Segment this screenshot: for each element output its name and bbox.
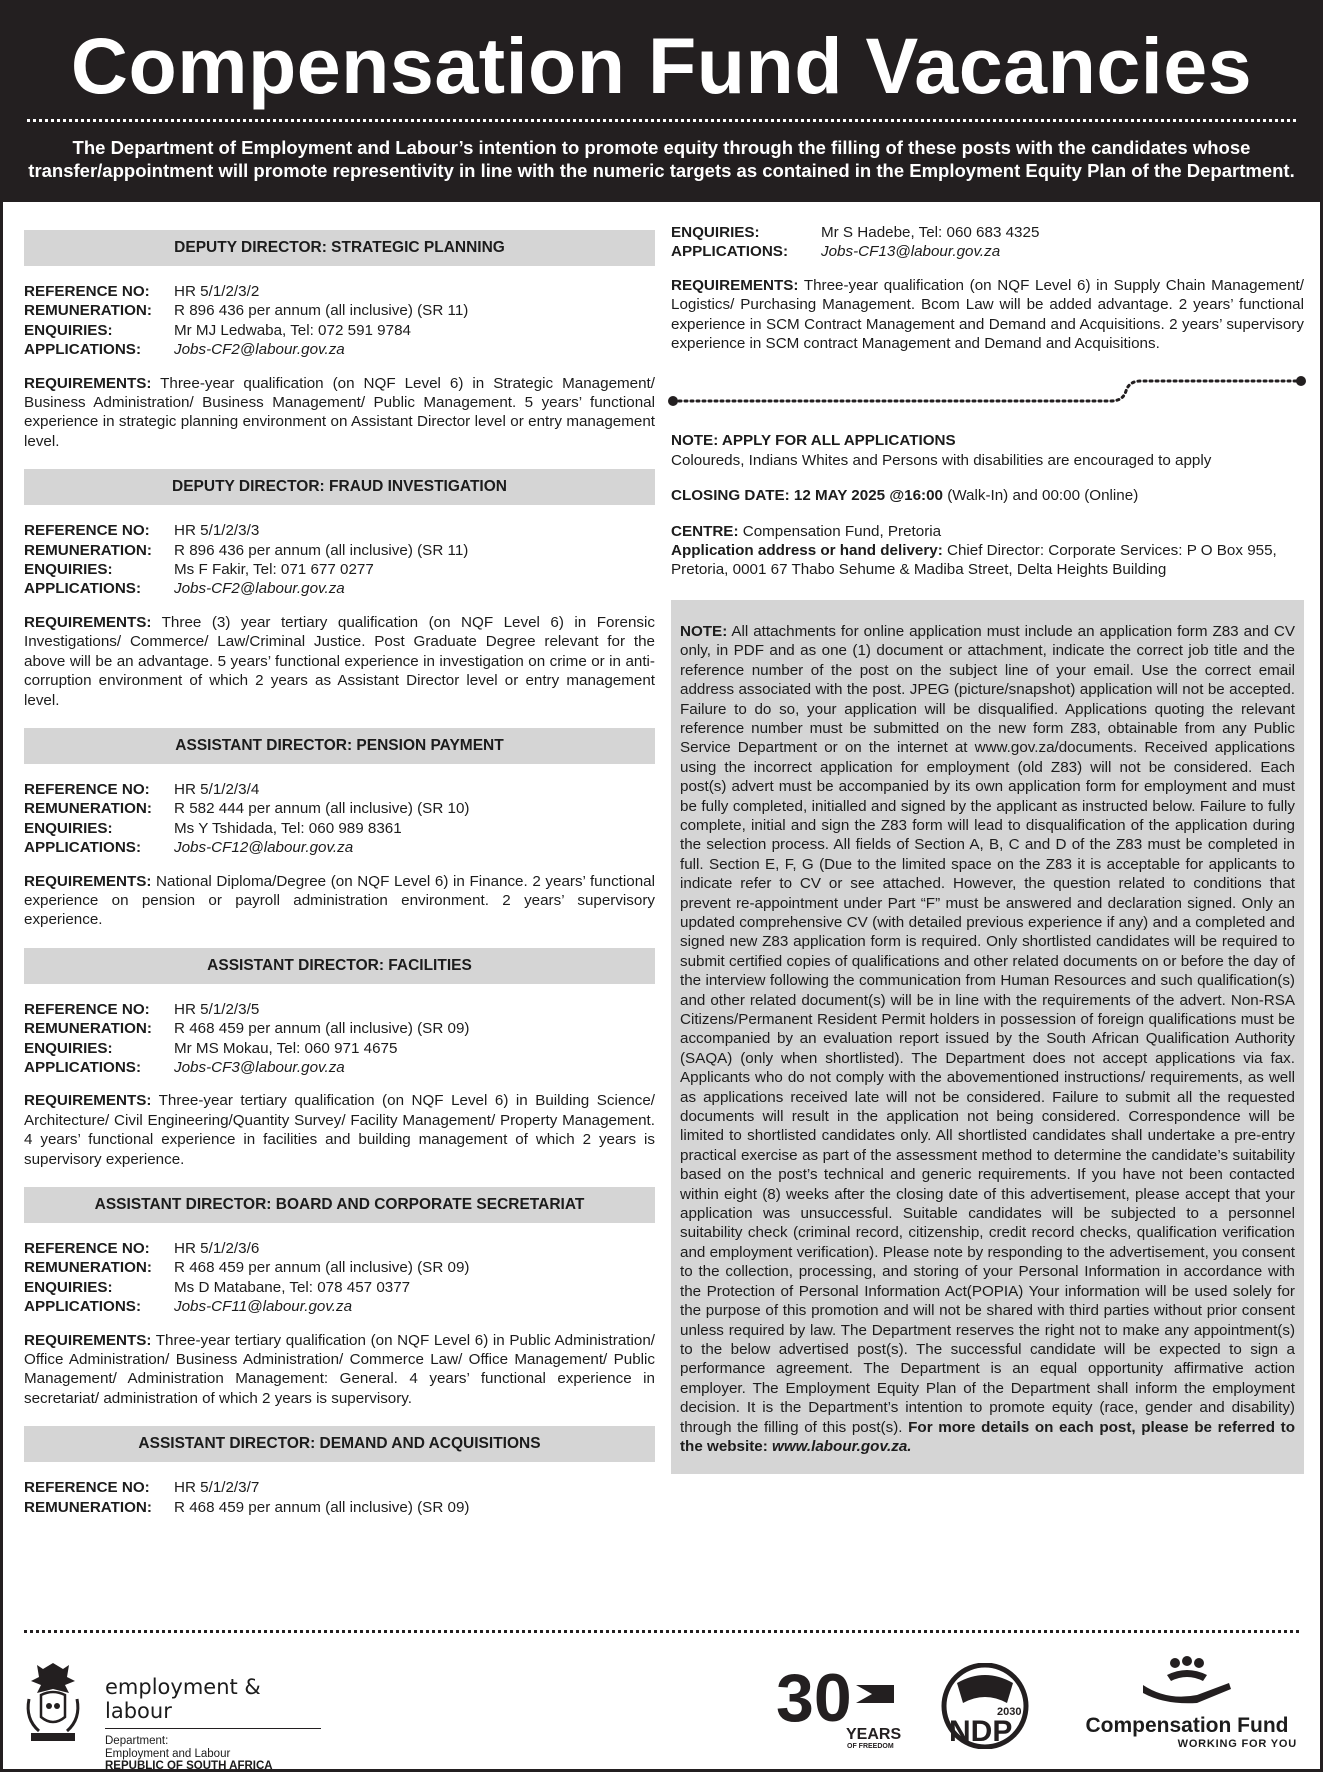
notice-box <box>671 600 1304 1474</box>
closing-date-text: (Walk-In) and 00:00 (Online) <box>942 487 1139 505</box>
requirements <box>24 613 655 710</box>
closing-date <box>671 486 1304 505</box>
reference-value: HR 5/1/2/3/6 <box>174 1240 260 1257</box>
reference-value: HR 5/1/2/3/2 <box>174 283 260 300</box>
header-divider <box>27 119 1296 122</box>
requirements-label: REQUIREMENTS: <box>24 1331 152 1349</box>
right-column <box>671 223 1304 1474</box>
enquiries-value: Ms Y Tshidada, Tel: 060 989 8361 <box>174 819 402 837</box>
post-details <box>24 1478 655 1517</box>
applications-label: APPLICATIONS: <box>24 839 141 857</box>
requirements-text: Three-year qualification (on NQF Level 6) in Supply Chain Management/ Logistics/ Purchasing Management. Bcom Law will be added advantage. 2 years’ functional experience in SCM Contract Management and Demand and Acquisitions. 2 years’ supervisory experience in SCM contract Management and Demand and Acquisitions. <box>671 276 1304 353</box>
coat-of-arms-icon <box>23 1659 83 1747</box>
department-subtitle <box>105 1735 321 1772</box>
post-section <box>24 948 655 1169</box>
connector-line-graphic <box>661 359 1311 417</box>
remuneration-value: R 468 459 per annum (all inclusive) (SR 09) <box>174 1020 470 1038</box>
apply-note-text: Coloureds, Indians Whites and Persons with disabilities are encouraged to apply <box>671 451 1212 469</box>
post-details <box>24 521 655 599</box>
applications-email[interactable]: Jobs-CF11@labour.gov.za <box>174 1298 353 1316</box>
requirements-label: REQUIREMENTS: <box>24 374 152 392</box>
requirements-label: REQUIREMENTS: <box>24 613 152 631</box>
post-section <box>24 1187 655 1408</box>
applications-label: APPLICATIONS: <box>24 1298 141 1316</box>
post-details <box>24 1239 655 1317</box>
years-number: 30 <box>776 1660 852 1736</box>
requirements <box>24 872 655 930</box>
post-title: ASSISTANT DIRECTOR: PENSION PAYMENT <box>24 728 655 764</box>
post-details <box>24 282 655 360</box>
remuneration-label: REMUNERATION: <box>24 1498 152 1516</box>
years-text: YEARS <box>846 1726 902 1743</box>
applications-label: APPLICATIONS: <box>24 1058 141 1076</box>
requirements <box>24 1091 655 1169</box>
reference-label: REFERENCE NO: <box>24 780 150 798</box>
applications-label: APPLICATIONS: <box>671 243 788 261</box>
reference-value: HR 5/1/2/3/5 <box>174 1000 260 1018</box>
post-section <box>24 469 655 710</box>
ndp-2030-logo <box>937 1663 1033 1749</box>
remuneration-value: R 468 459 per annum (all inclusive) (SR 09) <box>174 1498 470 1516</box>
department-name: employment & labour <box>105 1675 321 1729</box>
requirements <box>24 374 655 452</box>
applications-email[interactable]: Jobs-CF2@labour.gov.za <box>174 341 345 359</box>
remuneration-label: REMUNERATION: <box>24 800 152 818</box>
requirements-label: REQUIREMENTS: <box>671 276 799 294</box>
years-subtext: OF FREEDOM <box>847 1743 894 1749</box>
reference-label: REFERENCE NO: <box>24 1000 150 1018</box>
department-logo <box>105 1675 321 1772</box>
compensation-fund-logo <box>1069 1655 1305 1755</box>
requirements-text: Three-year tertiary qualification (on NQF Level 6) in Public Administration/ Office Administration/ Business Administration/ Commerce Law/ Office Management/ Public Management/ Administration Management: General. 4 years’ functional experience in secretariat/ administration of which 2 years is supervisory. <box>24 1331 655 1407</box>
apply-note <box>671 431 1304 470</box>
applications-email[interactable]: Jobs-CF3@labour.gov.za <box>174 1058 345 1076</box>
requirements <box>671 276 1304 354</box>
address-label: Application address or hand delivery: <box>671 542 943 560</box>
applications-label: APPLICATIONS: <box>24 341 141 359</box>
closing-date-label: CLOSING DATE: 12 MAY 2025 @16:00 <box>671 487 943 505</box>
reference-label: REFERENCE NO: <box>24 1479 150 1497</box>
department-line-2: Employment and Labour <box>105 1747 231 1760</box>
enquiries-label: ENQUIRIES: <box>24 1278 113 1296</box>
applications-email[interactable]: Jobs-CF13@labour.gov.za <box>821 243 1001 261</box>
requirements-text: Three (3) year tertiary qualification (on NQF Level 6) in Forensic Investigations/ Commerce/ Law/Criminal Justice. Post Graduate Degree relevant for the above will be an advantage. 5 years’ functional experience in investigation on crime or in anti-corruption environment of which 2 years as Assistant Director level or entry management level. <box>24 613 655 709</box>
remuneration-value: R 896 436 per annum (all inclusive) (SR 11) <box>174 541 469 559</box>
post-section <box>24 1426 655 1517</box>
post-section <box>24 230 655 451</box>
compensation-fund-tagline: WORKING FOR YOU <box>1177 1738 1297 1750</box>
thirty-years-freedom-logo <box>776 1659 906 1749</box>
post-title: ASSISTANT DIRECTOR: BOARD AND CORPORATE SECRETARIAT <box>24 1187 655 1223</box>
remuneration-value: R 896 436 per annum (all inclusive) (SR 11) <box>174 302 469 320</box>
header-banner <box>3 3 1320 202</box>
applications-label: APPLICATIONS: <box>24 580 141 598</box>
reference-label: REFERENCE NO: <box>24 283 150 300</box>
page-title: Compensation Fund Vacancies <box>70 21 1253 110</box>
enquiries-value: Ms D Matabane, Tel: 078 457 0377 <box>174 1278 411 1296</box>
enquiries-label: ENQUIRIES: <box>671 224 760 241</box>
requirements-text: National Diploma/Degree (on NQF Level 6) in Finance. 2 years’ functional experience on pension or payroll administration environment. 2 years’ supervisory experience. <box>24 872 655 929</box>
enquiries-label: ENQUIRIES: <box>24 819 113 837</box>
remuneration-value: R 468 459 per annum (all inclusive) (SR 09) <box>174 1259 470 1277</box>
notice-body: All attachments for online application must include an application form Z83 and CV only, in PDF and as one (1) document or attachment, indicate the correct job title and the reference number of the post on the subject line of your email. Use the correct email address associated with the post. JPEG (picture/snapshot) application will not be accepted. Failure to do so, your application will be disqualified. Applications quoting the relevant reference number must be submitted on the new form Z83, obtainable from any Public Service Department or on the internet at www.gov.za/documents. Received applications using the incorrect application for employment (old Z83) will not be considered. Each post(s) advert must be accompanied by its own application form for employment and must be fully completed, initialled and signed by the applicant as instructed below. Failure to fully complete, initial and sign the Z83 form will lead to disqualification of the application during the selection process. All fields of Section A, B, C and D of the Z83 must be completed in full. Section E, F, G (Due to the limited space on the Z83 it is acceptable for applicants to indicate refer to CV or see attached. However, the question related to conditions that prevent re-appointment under Part “F” must be answered and declaration signed. Only an updated comprehensive CV (with detailed previous experience if any) and a completed and signed new Z83 application form is required. Only shortlisted candidates will be required to submit certified copies of qualifications and other related documents on or before the day of the interview following the communication from Human Resources and such qualification(s) and other related document(s) will be in line with the requirements of the advert. Non-RSA Citizens/Permanent Resident Permit holders in possession of foreign qualifications must be accompanied by an evaluation report issued by the South African Qualification Authority (SAQA) (only when shortlisted). The Department does not accept applications via fax. Applicants who do not comply with the abovementioned instructions/ requirements, as well as applications received late will not be considered. Failure to submit all the requested documents will result in the application not being considered. Correspondence will be limited to shortlisted candidates only. All shortlisted candidates shall undertake a pre-entry practical exercise as part of the assessment method to determine the candidate’s suitability based on the post’s technical and generic requirements. If you have not been contacted within eight (8) weeks after the closing date of this advertisement, please accept that your application was unsuccessful. Suitable candidates will be subjected to a personnel suitability check (criminal record, citizenship, credit record checks, qualification verification and employment verification). Please note by responding to the advertisement, you consent to the collection, processing, and storing of your Personal Information in accordance with the Protection of Personal Information Act(POPIA) Your information will be used solely for the purpose of this promotion and will not be shared with third parties without prior consent unless required by law. The Department reserves the right not to make any appointment(s) to the below advertised post(s). The successful candidate will be expected to sign a performance agreement. The Department is an equal opportunity affirmative action employer. The Employment Equity Plan of the Department shall inform the employment decision. It is the Department’s intention to promote equity (race, gender and disability) through the filling of this post(s). <box>680 622 1295 1436</box>
notice-label: NOTE: <box>680 622 728 640</box>
centre-text: Compensation Fund, Pretoria <box>738 522 942 540</box>
remuneration-label: REMUNERATION: <box>24 541 152 559</box>
remuneration-label: REMUNERATION: <box>24 1259 152 1277</box>
reference-value: HR 5/1/2/3/7 <box>174 1479 260 1497</box>
post-title: ASSISTANT DIRECTOR: DEMAND AND ACQUISITIONS <box>24 1426 655 1462</box>
applications-email[interactable]: Jobs-CF2@labour.gov.za <box>174 580 345 598</box>
footer-divider <box>24 1630 1299 1633</box>
requirements-text: Three-year qualification (on NQF Level 6) in Strategic Management/ Business Administration/ Business Management/ Public Management. 5 years’ functional experience in strategic planning environment on Assistant Director level or entry management level. <box>24 374 655 450</box>
requirements-label: REQUIREMENTS: <box>24 1092 152 1110</box>
requirements <box>24 1331 655 1409</box>
reference-label: REFERENCE NO: <box>24 1240 150 1257</box>
enquiries-value: Ms F Fakir, Tel: 071 677 0277 <box>174 561 374 579</box>
equity-statement: The Department of Employment and Labour’s intention to promote equity through the filling of these posts with the candidates whose transfer/appointment will promote representivity in line with the numeric targets as contained in the Employment Equity Plan of the Department. <box>28 137 1295 181</box>
post-title: DEPUTY DIRECTOR: STRATEGIC PLANNING <box>24 230 655 266</box>
hands-people-icon <box>1137 1655 1237 1705</box>
footer <box>3 1653 1320 1772</box>
ndp-text: NDP <box>949 1715 1013 1748</box>
remuneration-label: REMUNERATION: <box>24 302 152 320</box>
apply-note-heading: NOTE: APPLY FOR ALL APPLICATIONS <box>671 432 956 450</box>
reference-value: HR 5/1/2/3/3 <box>174 522 260 540</box>
post-title: ASSISTANT DIRECTOR: FACILITIES <box>24 948 655 984</box>
reference-label: REFERENCE NO: <box>24 522 150 540</box>
post-section <box>24 728 655 930</box>
website-link[interactable]: www.labour.gov.za. <box>772 1437 912 1455</box>
enquiries-value: Mr S Hadebe, Tel: 060 683 4325 <box>821 224 1040 241</box>
ndp-year: 2030 <box>997 1706 1022 1718</box>
post-details <box>24 1000 655 1078</box>
content-columns <box>3 202 1320 1567</box>
requirements-text: Three-year tertiary qualification (on NQF Level 6) in Building Science/ Architecture/ Civil Engineering/Quantity Survey/ Facility Management/ Property Management. 4 years’ functional experience in facilities and building management of which 2 years is supervisory experience. <box>24 1092 655 1168</box>
enquiries-value: Mr MS Mokau, Tel: 060 971 4675 <box>174 1039 398 1057</box>
enquiries-label: ENQUIRIES: <box>24 321 113 339</box>
post-details-continued <box>671 223 1304 262</box>
enquiries-label: ENQUIRIES: <box>24 1039 113 1057</box>
dotted-connector <box>671 359 1304 417</box>
applications-email[interactable]: Jobs-CF12@labour.gov.za <box>174 839 354 857</box>
enquiries-value: Mr MJ Ledwaba, Tel: 072 591 9784 <box>174 321 411 339</box>
notice-more-details: For more details on each post, please be referred to the website: <box>680 1418 1295 1455</box>
centre-info <box>671 522 1304 580</box>
remuneration-value: R 582 444 per annum (all inclusive) (SR 10) <box>174 800 470 818</box>
republic-label: REPUBLIC OF SOUTH AFRICA <box>105 1760 273 1772</box>
remuneration-label: REMUNERATION: <box>24 1020 152 1038</box>
department-line-1: Department: <box>105 1735 169 1747</box>
centre-label: CENTRE: <box>671 522 739 540</box>
left-column <box>24 230 655 1531</box>
post-details <box>24 780 655 858</box>
enquiries-label: ENQUIRIES: <box>24 561 113 579</box>
compensation-fund-name: Compensation Fund <box>1085 1714 1289 1737</box>
reference-value: HR 5/1/2/3/4 <box>174 780 260 798</box>
post-title: DEPUTY DIRECTOR: FRAUD INVESTIGATION <box>24 469 655 505</box>
requirements-label: REQUIREMENTS: <box>24 872 152 890</box>
address-text: Chief Director: Corporate Services: P O Box 955, Pretoria, 0001 67 Thabo Sehume & Madiba Street, Delta Heights Building <box>671 542 1277 579</box>
